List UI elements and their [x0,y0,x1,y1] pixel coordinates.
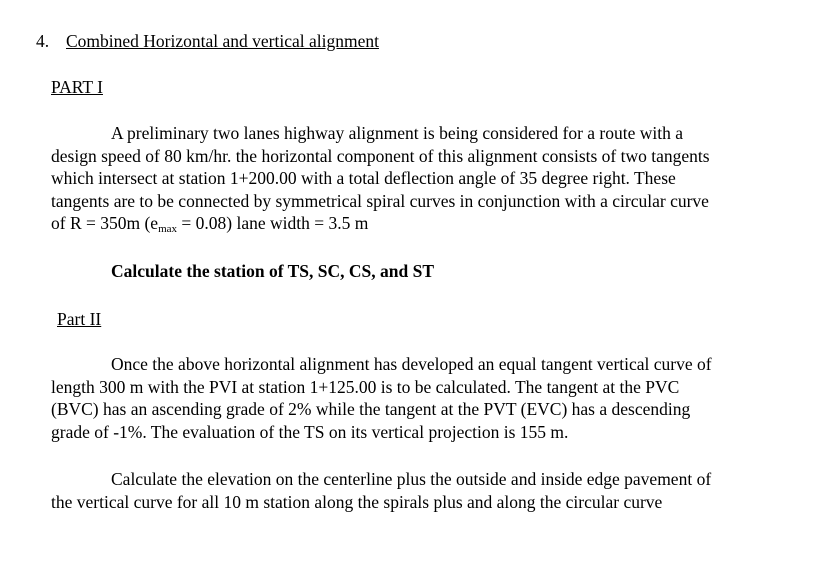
paragraph-line: tangents are to be connected by symmetrical spiral curves in conjunction with a circular curve [51,190,709,211]
part-1-task: Calculate the station of TS, SC, CS, and ST [111,261,434,281]
paragraph-line: A preliminary two lanes highway alignment is being considered for a route with a [111,123,684,143]
part-2-paragraph [51,353,819,443]
lane-width-text: = 0.08) lane width = 3.5 m [177,213,369,233]
question-heading [36,30,379,53]
paragraph-line: Once the above horizontal alignment has developed an equal tangent vertical curve of [111,354,712,374]
paragraph-line: grade of -1%. The evaluation of the TS on its vertical projection is 155 m. [51,421,569,442]
paragraph-line-last [51,212,819,235]
question-title: Combined Horizontal and vertical alignment [66,31,379,51]
paragraph-line: (BVC) has an ascending grade of 2% while the tangent at the PVT (EVC) has a descending [51,399,691,419]
radius-text: of R = 350m (e [51,213,159,233]
paragraph-line: which intersect at station 1+200.00 with a total deflection angle of 35 degree right. These [51,168,676,188]
paragraph-line: design speed of 80 km/hr. the horizontal component of this alignment consists of two tangents [51,145,710,166]
emax-subscript: max [158,223,178,235]
paragraph-line: length 300 m with the PVI at station 1+125.00 is to be calculated. The tangent at the PVC [51,376,680,397]
part-2-label: Part II [57,309,102,329]
task-line: Calculate the elevation on the centerline plus the outside and inside edge pavement of [111,469,712,489]
part-2-task [51,468,819,513]
part-1-label: PART I [51,77,103,97]
question-number: 4. [36,31,50,51]
task-line: the vertical curve for all 10 m station along the spirals plus and along the circular curve [51,491,663,512]
part-1-paragraph [51,122,819,235]
